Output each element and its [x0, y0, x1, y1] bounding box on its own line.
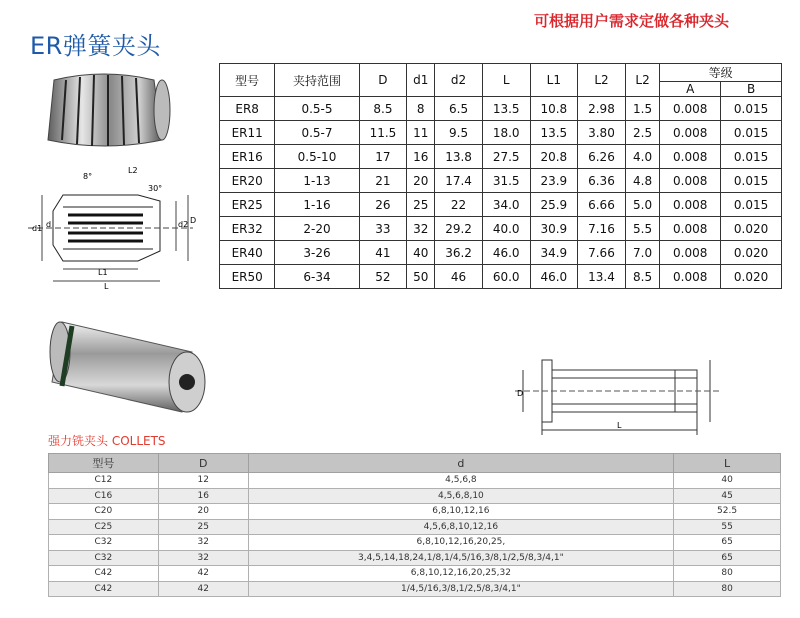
- c-table-row: [49, 488, 781, 504]
- er-cell: 21: [359, 169, 407, 193]
- er-cell: 2.98: [578, 97, 626, 121]
- er-cell: 13.4: [578, 265, 626, 289]
- er-cell: 6-34: [275, 265, 359, 289]
- c-col-model: 型号: [49, 454, 159, 473]
- er-cell: 6.66: [578, 193, 626, 217]
- er-cell: ER32: [220, 217, 275, 241]
- c-cell: 4,5,6,8,10,12,16: [248, 519, 674, 535]
- er-table-row: [220, 97, 782, 121]
- c-cell: 12: [158, 473, 248, 489]
- c-cell: 4,5,6,8: [248, 473, 674, 489]
- er-cell: 30.9: [530, 217, 578, 241]
- er-col-grade: 等级: [660, 64, 782, 82]
- er-cell: 40: [407, 241, 435, 265]
- c-cell: 80: [674, 581, 781, 597]
- er-cell: 0.015: [721, 169, 782, 193]
- c-cell: 65: [674, 550, 781, 566]
- er-cell: 13.5: [482, 97, 530, 121]
- er-cell: 0.008: [660, 241, 721, 265]
- c-cell: C12: [49, 473, 159, 489]
- er-cell: 6.26: [578, 145, 626, 169]
- er-table-row: [220, 145, 782, 169]
- c-cell: C42: [49, 566, 159, 582]
- er-col-L: L: [482, 64, 530, 97]
- er-cell: 0.008: [660, 265, 721, 289]
- er-col-L2b: L2: [625, 64, 660, 97]
- er-cell: 16: [407, 145, 435, 169]
- er-cell: 7.0: [625, 241, 660, 265]
- er-cell: 0.015: [721, 145, 782, 169]
- er-cell: ER20: [220, 169, 275, 193]
- er-cell: 41: [359, 241, 407, 265]
- er-cell: 52: [359, 265, 407, 289]
- er-cell: 0.5-7: [275, 121, 359, 145]
- c-cell: 80: [674, 566, 781, 582]
- er-cell: 0.008: [660, 145, 721, 169]
- er-cell: 27.5: [482, 145, 530, 169]
- er-cell: 0.020: [721, 217, 782, 241]
- c-cell: 40: [674, 473, 781, 489]
- er-cell: 6.5: [435, 97, 483, 121]
- er-cell: 17.4: [435, 169, 483, 193]
- dim-L2: L2: [128, 166, 138, 175]
- er-cell: 20.8: [530, 145, 578, 169]
- er-cell: 0.008: [660, 193, 721, 217]
- dim-D: D: [190, 216, 197, 225]
- er-cell: 31.5: [482, 169, 530, 193]
- er-cell: 0.015: [721, 193, 782, 217]
- er-cell: 6.36: [578, 169, 626, 193]
- c-cell: C20: [49, 504, 159, 520]
- er-col-d2: d2: [435, 64, 483, 97]
- er-cell: 0.5-5: [275, 97, 359, 121]
- er-col-L1: L1: [530, 64, 578, 97]
- c-cell: 6,8,10,12,16,20,25,32: [248, 566, 674, 582]
- c-table-row: [49, 566, 781, 582]
- c-cell: C25: [49, 519, 159, 535]
- er-cell: 8.5: [359, 97, 407, 121]
- c-table-row: [49, 519, 781, 535]
- dim-L: L: [104, 282, 109, 290]
- er-col-d1: d1: [407, 64, 435, 97]
- c-col-d: d: [248, 454, 674, 473]
- er-cell: 23.9: [530, 169, 578, 193]
- c-table-row: [49, 504, 781, 520]
- c-cell: C42: [49, 581, 159, 597]
- er-cell: 10.8: [530, 97, 578, 121]
- c-cell: 45: [674, 488, 781, 504]
- c-table-row: [49, 535, 781, 551]
- c-table-row: [49, 581, 781, 597]
- c-col-L: L: [674, 454, 781, 473]
- c-cell: 32: [158, 550, 248, 566]
- er-cell: 7.16: [578, 217, 626, 241]
- er-cell: 20: [407, 169, 435, 193]
- er-cell: 9.5: [435, 121, 483, 145]
- collets-title: 强力铣夹头 COLLETS: [48, 434, 166, 448]
- er-cell: 0.015: [721, 121, 782, 145]
- er-cell: ER50: [220, 265, 275, 289]
- er-table-row: [220, 121, 782, 145]
- er-cell: 4.0: [625, 145, 660, 169]
- er-cell: 2-20: [275, 217, 359, 241]
- er-cell: 0.015: [721, 97, 782, 121]
- er-col-model: 型号: [220, 64, 275, 97]
- er-col-range: 夹持范围: [275, 64, 359, 97]
- er-cell: 34.0: [482, 193, 530, 217]
- er-cell: 13.5: [530, 121, 578, 145]
- er-cell: 25.9: [530, 193, 578, 217]
- er-col-D: D: [359, 64, 407, 97]
- er-cell: 46.0: [482, 241, 530, 265]
- er-cell: 0.5-10: [275, 145, 359, 169]
- er-col-grade-a: A: [660, 82, 721, 97]
- custom-order-note: 可根据用户需求定做各种夹头: [534, 12, 730, 30]
- er-cell: 3-26: [275, 241, 359, 265]
- c-cell: 4,5,6,8,10: [248, 488, 674, 504]
- er-cell: 7.66: [578, 241, 626, 265]
- er-col-grade-b: B: [721, 82, 782, 97]
- er-cell: ER25: [220, 193, 275, 217]
- er-table-row: [220, 217, 782, 241]
- er-cell: 0.008: [660, 169, 721, 193]
- dim-angle2: 30°: [148, 184, 163, 193]
- er-cell: 8: [407, 97, 435, 121]
- er-cell: 46: [435, 265, 483, 289]
- er-cell: 32: [407, 217, 435, 241]
- er-col-L2: L2: [578, 64, 626, 97]
- c-cell: 6,8,10,12,16,20,25,: [248, 535, 674, 551]
- er-collet-drawing: [28, 165, 198, 290]
- er-cell: 17: [359, 145, 407, 169]
- c-cell: 25: [158, 519, 248, 535]
- er-cell: 11: [407, 121, 435, 145]
- c-cell: 1/4,5/16,3/8,1/2,5/8,3/4,1": [248, 581, 674, 597]
- er-cell: 3.80: [578, 121, 626, 145]
- er-cell: 36.2: [435, 241, 483, 265]
- c-collet-photo: [42, 312, 212, 422]
- dim-d2: d2: [178, 220, 189, 229]
- er-cell: 11.5: [359, 121, 407, 145]
- er-cell: 0.020: [721, 265, 782, 289]
- er-cell: 5.0: [625, 193, 660, 217]
- c-dim-L: L: [617, 421, 622, 430]
- er-cell: 26: [359, 193, 407, 217]
- er-cell: 46.0: [530, 265, 578, 289]
- er-cell: 0.020: [721, 241, 782, 265]
- c-cell: C32: [49, 535, 159, 551]
- er-cell: 13.8: [435, 145, 483, 169]
- c-cell: 65: [674, 535, 781, 551]
- c-collet-drawing: [515, 350, 725, 440]
- c-cell: 20: [158, 504, 248, 520]
- er-table-row: [220, 193, 782, 217]
- er-cell: 40.0: [482, 217, 530, 241]
- er-cell: 18.0: [482, 121, 530, 145]
- c-cell: C32: [49, 550, 159, 566]
- er-table-row: [220, 241, 782, 265]
- er-table-row: [220, 265, 782, 289]
- c-cell: 52.5: [674, 504, 781, 520]
- er-collet-photo: [44, 60, 174, 160]
- er-cell: ER11: [220, 121, 275, 145]
- er-cell: ER16: [220, 145, 275, 169]
- er-cell: 4.8: [625, 169, 660, 193]
- er-cell: 60.0: [482, 265, 530, 289]
- c-cell: 6,8,10,12,16: [248, 504, 674, 520]
- er-cell: ER8: [220, 97, 275, 121]
- er-table-row: [220, 169, 782, 193]
- c-dim-D: D: [517, 389, 524, 398]
- dim-angle: 8°: [83, 172, 93, 181]
- er-cell: 0.008: [660, 97, 721, 121]
- er-cell: 1-13: [275, 169, 359, 193]
- er-cell: 1-16: [275, 193, 359, 217]
- er-cell: 0.008: [660, 121, 721, 145]
- c-table-row: [49, 473, 781, 489]
- dim-d1: d1: [32, 224, 43, 233]
- er-cell: 1.5: [625, 97, 660, 121]
- er-cell: 50: [407, 265, 435, 289]
- er-spec-table: [219, 63, 782, 289]
- c-cell: 42: [158, 581, 248, 597]
- c-cell: C16: [49, 488, 159, 504]
- c-table-row: [49, 550, 781, 566]
- c-cell: 16: [158, 488, 248, 504]
- er-cell: 29.2: [435, 217, 483, 241]
- c-cell: 42: [158, 566, 248, 582]
- er-cell: 25: [407, 193, 435, 217]
- er-cell: 0.008: [660, 217, 721, 241]
- c-cell: 32: [158, 535, 248, 551]
- er-cell: 8.5: [625, 265, 660, 289]
- c-collet-table: [48, 453, 781, 597]
- er-header-row: [220, 64, 782, 82]
- c-col-D: D: [158, 454, 248, 473]
- dim-L1: L1: [98, 268, 108, 277]
- c-cell: 55: [674, 519, 781, 535]
- er-cell: 2.5: [625, 121, 660, 145]
- er-cell: 5.5: [625, 217, 660, 241]
- er-cell: 33: [359, 217, 407, 241]
- er-collet-title: ER弹簧夹头: [30, 32, 161, 60]
- c-cell: 3,4,5,14,18,24,1/8,1/4,5/16,3/8,1/2,5/8,3/4,1": [248, 550, 674, 566]
- er-cell: ER40: [220, 241, 275, 265]
- dim-d: d: [46, 220, 52, 229]
- c-header-row: [49, 454, 781, 473]
- er-cell: 22: [435, 193, 483, 217]
- er-cell: 34.9: [530, 241, 578, 265]
